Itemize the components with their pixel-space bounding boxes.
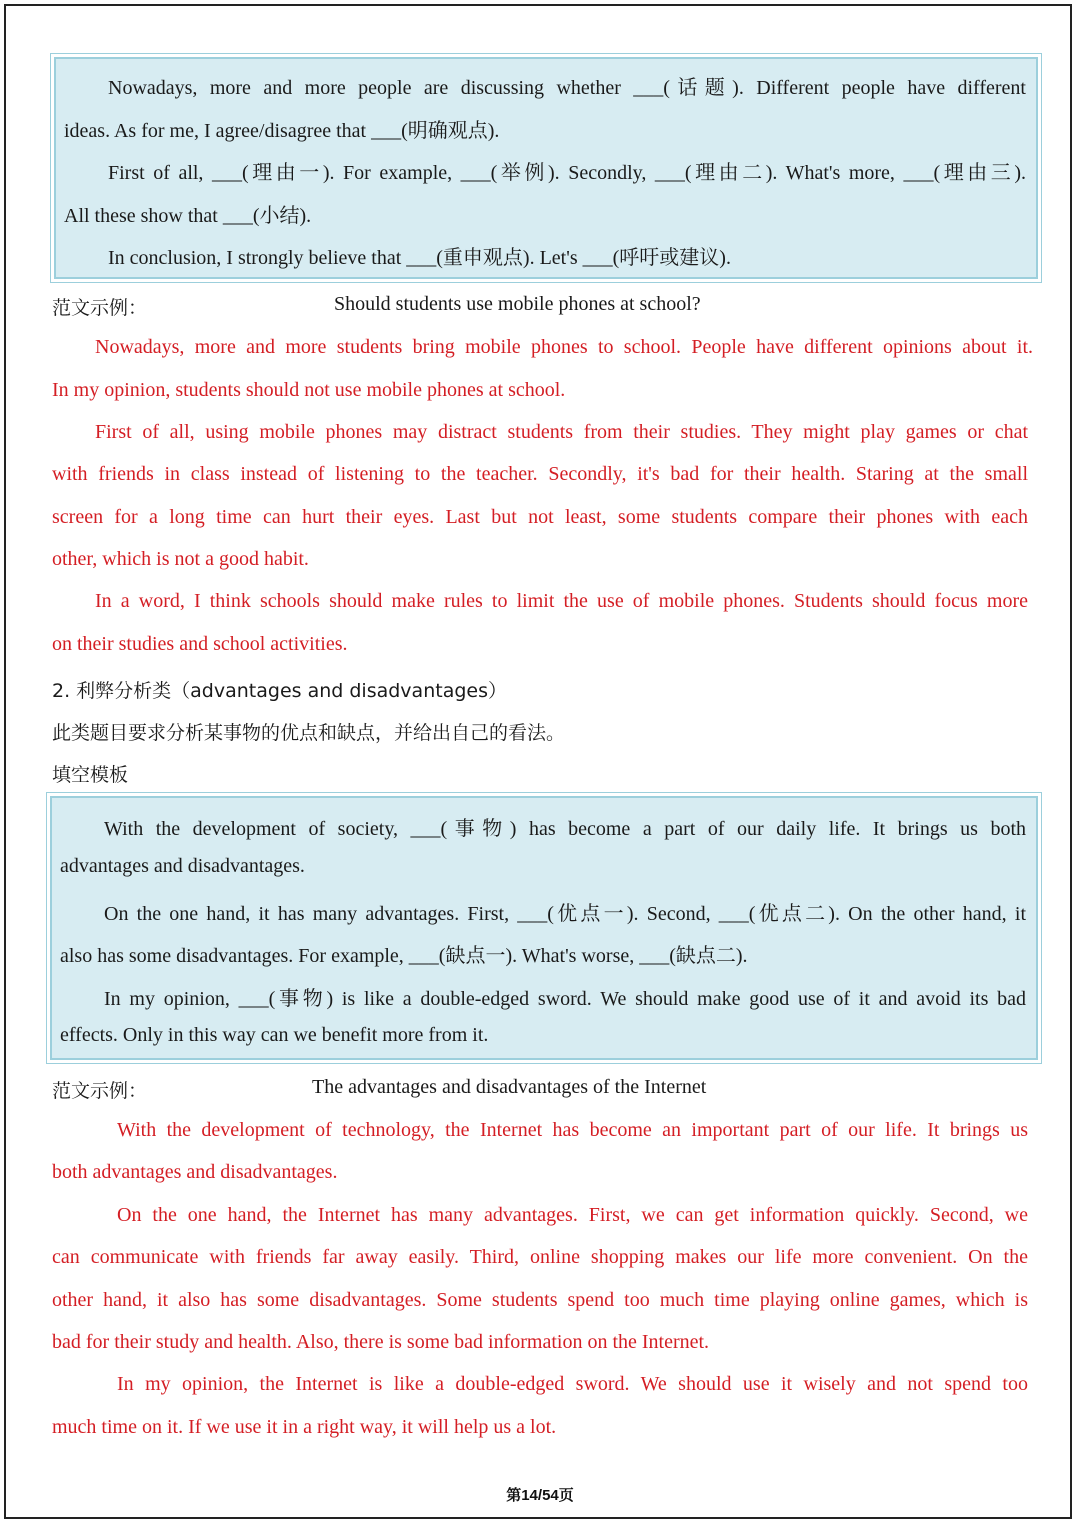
template2-line: In my opinion, ___(事物) is like a double-edged sword. We should make good use of it and avoid its bad	[104, 988, 1026, 1010]
template2-line: With the development of society, ___(事物) has become a part of our daily life. It brings us both	[104, 818, 1026, 840]
example1-line: In my opinion, students should not use mobile phones at school.	[52, 379, 566, 401]
page-number: 第14/54页	[506, 1487, 574, 1504]
example1-label: 范文示例：	[52, 297, 148, 319]
example2-line: With the development of technology, the Internet has become an important part of our life. It brings us	[117, 1119, 1028, 1141]
example2-line: bad for their study and health. Also, there is some bad information on the Internet.	[52, 1331, 710, 1353]
template1-line: Nowadays, more and more people are discussing whether ___(话题). Different people have different	[108, 77, 1026, 99]
template2-line: advantages and disadvantages.	[60, 855, 305, 877]
template1-line: All these show that ___(小结).	[64, 205, 312, 227]
template2-line: On the one hand, it has many advantages. First, ___(优点一). Second, ___(优点二). On the other hand, it	[104, 903, 1026, 925]
example1-line: First of all, using mobile phones may distract students from their studies. They might play games or chat	[95, 421, 1028, 443]
example2-line: both advantages and disadvantages.	[52, 1161, 338, 1183]
section2-heading: 2. 利弊分析类（advantages and disadvantages）	[52, 680, 507, 702]
example2-label: 范文示例：	[52, 1080, 148, 1102]
template1-line: ideas. As for me, I agree/disagree that ___(明确观点).	[64, 120, 500, 142]
example1-line: screen for a long time can hurt their eyes. Last but not least, some students compare their phones with each	[52, 506, 1028, 528]
section2-subheading: 填空模板	[52, 764, 129, 786]
example1-line: In a word, I think schools should make rules to limit the use of mobile phones. Students should focus more	[95, 590, 1028, 612]
section2-description: 此类题目要求分析某事物的优点和缺点，并给出自己的看法。	[52, 722, 566, 744]
template1-line: In conclusion, I strongly believe that ___(重申观点). Let's ___(呼吁或建议).	[108, 247, 731, 269]
example2-line: other hand, it also has some disadvantages. Some students spend too much time playing online games, which is	[52, 1289, 1028, 1311]
example1-line: Nowadays, more and more students bring mobile phones to school. People have different opinions about it.	[95, 336, 1033, 358]
example2-line: On the one hand, the Internet has many advantages. First, we can get information quickly. Second, we	[117, 1204, 1028, 1226]
example2-line: In my opinion, the Internet is like a double-edged sword. We should use it wisely and not spend too	[117, 1373, 1028, 1395]
example1-line: on their studies and school activities.	[52, 633, 348, 655]
template2-line: effects. Only in this way can we benefit more from it.	[60, 1024, 489, 1046]
template2-line: also has some disadvantages. For example, ___(缺点一). What's worse, ___(缺点二).	[60, 945, 748, 967]
example2-line: much time on it. If we use it in a right way, it will help us a lot.	[52, 1416, 557, 1438]
example2-title: The advantages and disadvantages of the Internet	[312, 1076, 707, 1098]
template1-line: First of all, ___(理由一). For example, ___(举例). Secondly, ___(理由二). What's more, ___(理由三).	[108, 162, 1026, 184]
example1-title: Should students use mobile phones at school?	[334, 293, 701, 315]
example1-line: with friends in class instead of listening to the teacher. Secondly, it's bad for their health. Staring at the small	[52, 463, 1028, 485]
example2-line: can communicate with friends far away easily. Third, online shopping makes our life more convenient. On the	[52, 1246, 1028, 1268]
example1-line: other, which is not a good habit.	[52, 548, 309, 570]
